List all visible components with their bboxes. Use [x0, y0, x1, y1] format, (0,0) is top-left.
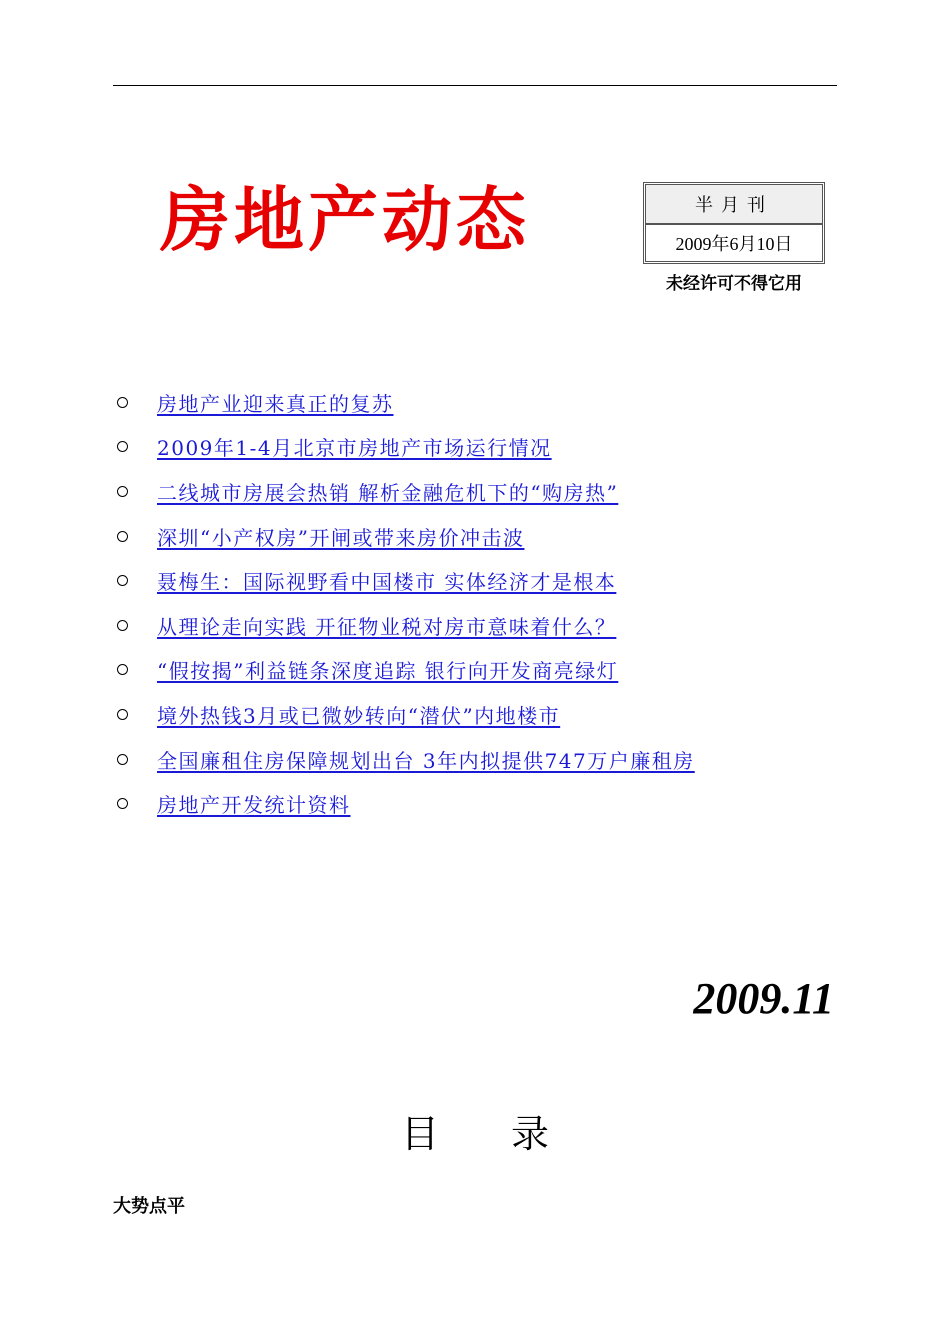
- list-item: [117, 603, 695, 648]
- circle-bullet-icon: [117, 798, 128, 809]
- copyright-notice: 未经许可不得它用: [666, 274, 802, 294]
- circle-bullet-icon: [117, 664, 128, 675]
- masthead-title: 房地产动态: [160, 179, 530, 261]
- list-item: [117, 469, 695, 514]
- toc-link[interactable]: 全国廉租住房保障规划出台 3年内拟提供747万户廉租房: [157, 748, 695, 773]
- circle-bullet-icon: [117, 754, 128, 765]
- circle-bullet-icon: [117, 620, 128, 631]
- circle-bullet-icon: [117, 709, 128, 720]
- toc-link[interactable]: 二线城市房展会热销 解析金融危机下的“购房热”: [157, 480, 619, 505]
- toc-link[interactable]: 房地产开发统计资料: [157, 793, 351, 818]
- issue-number: 2009.11: [693, 974, 834, 1023]
- toc-link[interactable]: 房地产业迎来真正的复苏: [157, 391, 394, 416]
- list-item: [117, 514, 695, 559]
- publication-date: 2009年6月10日: [675, 234, 793, 254]
- list-item: [117, 737, 695, 782]
- circle-bullet-icon: [117, 531, 128, 542]
- toc-link[interactable]: 2009年1-4月北京市房地产市场运行情况: [157, 436, 552, 461]
- top-rule: [113, 85, 837, 86]
- toc-link[interactable]: 深圳“小产权房”开闸或带来房价冲击波: [157, 525, 525, 550]
- toc-link[interactable]: “假按揭”利益链条深度追踪 银行向开发商亮绿灯: [157, 659, 619, 684]
- list-item: [117, 425, 695, 470]
- list-item: [117, 692, 695, 737]
- circle-bullet-icon: [117, 397, 128, 408]
- circle-bullet-icon: [117, 441, 128, 452]
- section-title: 大势点平: [113, 1196, 185, 1217]
- list-item: [117, 558, 695, 603]
- toc-link[interactable]: 从理论走向实践 开征物业税对房市意味着什么？: [157, 614, 617, 639]
- list-item: [117, 781, 695, 826]
- list-item: [117, 380, 695, 425]
- toc-list: [117, 380, 695, 826]
- toc-link[interactable]: 聂梅生：国际视野看中国楼市 实体经济才是根本: [157, 570, 617, 595]
- toc-link[interactable]: 境外热钱3月或已微妙转向“潜伏”内地楼市: [157, 703, 561, 728]
- issue-info-box: [643, 182, 825, 264]
- circle-bullet-icon: [117, 486, 128, 497]
- circle-bullet-icon: [117, 575, 128, 586]
- list-item: [117, 648, 695, 693]
- contents-heading: 目 录: [400, 1112, 550, 1156]
- publication-frequency: 半月刊: [646, 185, 822, 225]
